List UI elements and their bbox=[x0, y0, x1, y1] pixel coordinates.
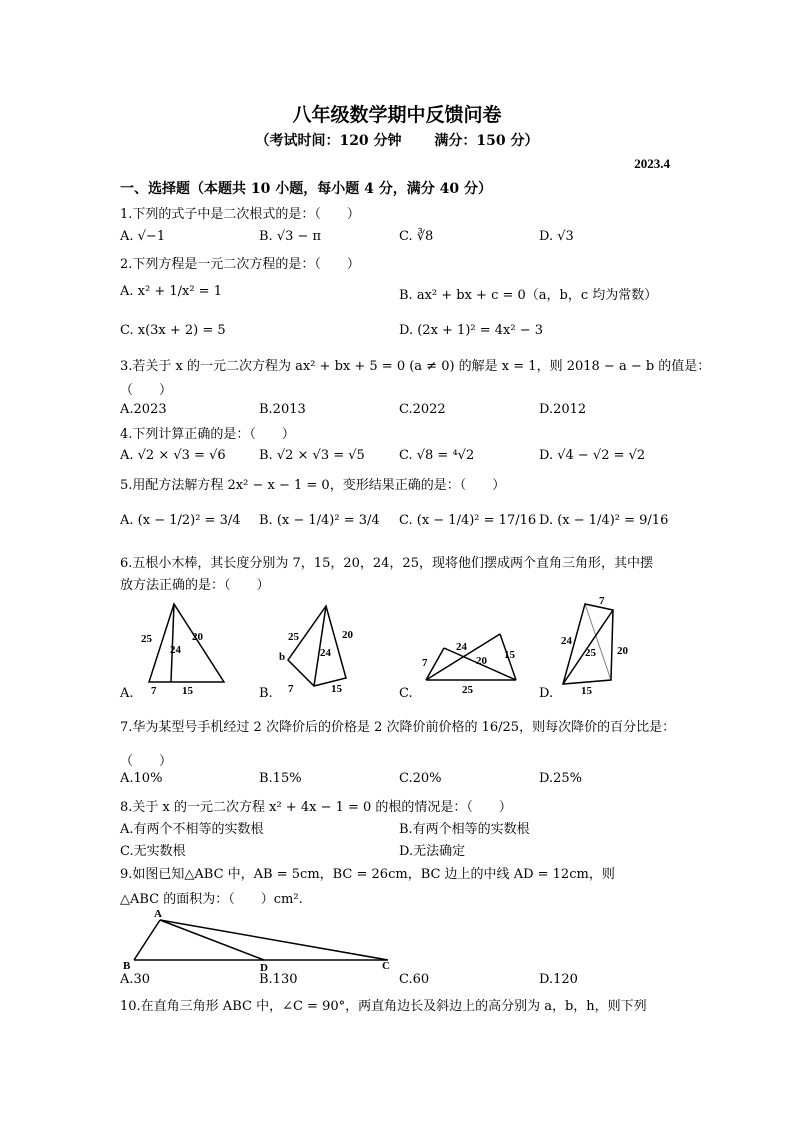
q4-option-b: B. √2 × √3 = √5 bbox=[259, 448, 365, 463]
q6-option-a: A. bbox=[120, 686, 134, 701]
question-3-blank: （ ） bbox=[120, 383, 173, 398]
q6d-label-24: 24 bbox=[561, 635, 572, 647]
q6b-label-7: 7 bbox=[288, 683, 294, 695]
q6-figure-b bbox=[276, 600, 376, 700]
q2-option-b: B. ax² + bx + c = 0（a，b，c 均为常数） bbox=[399, 288, 658, 303]
q6b-label-25: 25 bbox=[288, 631, 299, 643]
q9-option-c: C.60 bbox=[399, 972, 430, 987]
q3-option-b: B.2013 bbox=[259, 402, 306, 417]
question-4: 4.下列计算正确的是：（ ） bbox=[120, 427, 295, 442]
q9-vertex-c: C bbox=[382, 960, 390, 972]
question-2: 2.下列方程是一元二次方程的是：（ ） bbox=[120, 257, 360, 272]
q8-option-d: D.无法确定 bbox=[399, 844, 466, 859]
q6d-label-20: 20 bbox=[617, 645, 628, 657]
question-10: 10.在直角三角形 ABC 中，∠C = 90°，两直角边长及斜边上的高分别为 a，b，h，则下列 bbox=[120, 999, 647, 1014]
q2-option-d: D. (2x + 1)² = 4x² − 3 bbox=[399, 323, 544, 338]
q9-vertex-d: D bbox=[260, 962, 268, 974]
q8-option-c: C.无实数根 bbox=[120, 844, 186, 859]
question-1: 1.下列的式子中是二次根式的是：（ ） bbox=[120, 207, 360, 222]
q6-figure-c bbox=[416, 630, 526, 695]
q5-option-a: A. (x − 1/2)² = 3/4 bbox=[120, 513, 241, 528]
question-7: 7.华为某型号手机经过 2 次降价后的价格是 2 次降价前价格的 16/25，则每次降价的百分比是： bbox=[120, 720, 676, 735]
q6d-label-7: 7 bbox=[599, 595, 605, 607]
q9-figure bbox=[118, 906, 408, 974]
q2-option-a: A. x² + 1/x² = 1 bbox=[120, 284, 222, 299]
q9-option-b: B.130 bbox=[259, 972, 298, 987]
q6a-label-25: 25 bbox=[141, 633, 152, 645]
q6c-label-15: 15 bbox=[504, 649, 515, 661]
q6b-label-15: 15 bbox=[331, 683, 342, 695]
q6b-label-24: 24 bbox=[320, 647, 331, 659]
question-6-cont: 放方法正确的是：（ ） bbox=[120, 578, 270, 593]
q7-option-c: C.20% bbox=[399, 771, 442, 786]
q6d-label-25: 25 bbox=[585, 647, 596, 659]
q9-option-d: D.120 bbox=[539, 972, 578, 987]
q6a-label-24: 24 bbox=[170, 644, 181, 656]
q6a-label-15: 15 bbox=[182, 685, 193, 697]
q7-option-b: B.15% bbox=[259, 771, 302, 786]
q9-option-a: A.30 bbox=[120, 972, 151, 987]
q6c-label-7: 7 bbox=[422, 657, 428, 669]
page-title: 八年级数学期中反馈问卷 bbox=[292, 104, 502, 126]
q5-option-c: C. (x − 1/4)² = 17/16 bbox=[399, 513, 537, 528]
q6-option-b: B. bbox=[259, 686, 273, 701]
q6a-label-7: 7 bbox=[151, 685, 157, 697]
section-heading: 一、选择题（本题共 10 小题，每小题 4 分，满分 40 分） bbox=[120, 181, 492, 197]
q8-option-a: A.有两个不相等的实数根 bbox=[120, 822, 264, 837]
question-3: 3.若关于 x 的一元二次方程为 ax² + bx + 5 = 0 (a ≠ 0) 的解是 x = 1，则 2018 − a − b 的值是： bbox=[120, 359, 711, 374]
q6-option-d: D. bbox=[539, 686, 554, 701]
q6a-label-20: 20 bbox=[192, 631, 203, 643]
q3-option-d: D.2012 bbox=[539, 402, 587, 417]
q6-figure-d bbox=[555, 590, 655, 700]
q7-option-d: D.25% bbox=[539, 771, 582, 786]
question-9: 9.如图已知△ABC 中，AB = 5cm，BC = 26cm，BC 边上的中线 AD = 12cm，则 bbox=[120, 867, 615, 882]
q3-option-c: C.2022 bbox=[399, 402, 446, 417]
q6c-label-20: 20 bbox=[476, 655, 487, 667]
question-5: 5.用配方法解方程 2x² − x − 1 = 0，变形结果正确的是：（ ） bbox=[120, 478, 506, 493]
question-6: 6.五根小木棒，其长度分别为 7，15，20，24，25，现将他们摆成两个直角三角形，其中摆 bbox=[120, 556, 653, 571]
q1-option-a: A. √−1 bbox=[120, 229, 166, 244]
q4-option-a: A. √2 × √3 = √6 bbox=[120, 448, 226, 463]
q4-option-c: C. √8 = ⁴√2 bbox=[399, 448, 475, 463]
q2-option-c: C. x(3x + 2) = 5 bbox=[120, 323, 226, 338]
question-9-cont: △ABC 的面积为：（ ）cm². bbox=[120, 892, 303, 907]
q6b-label-20: 20 bbox=[342, 629, 353, 641]
q6-option-c: C. bbox=[399, 686, 413, 701]
q1-option-b: B. √3 − π bbox=[259, 229, 322, 244]
q5-option-b: B. (x − 1/4)² = 3/4 bbox=[259, 513, 380, 528]
q6c-label-24: 24 bbox=[456, 641, 467, 653]
question-8: 8.关于 x 的一元二次方程 x² + 4x − 1 = 0 的根的情况是：（ ） bbox=[120, 800, 512, 815]
q6b-label-b: b bbox=[279, 651, 286, 663]
q6c-label-25: 25 bbox=[462, 684, 473, 695]
q6-figure-a bbox=[134, 598, 234, 698]
q9-vertex-a: A bbox=[154, 908, 162, 920]
exam-date: 2023.4 bbox=[634, 156, 670, 171]
q6d-label-15: 15 bbox=[581, 685, 592, 697]
q7-option-a: A.10% bbox=[120, 771, 163, 786]
q1-option-d: D. √3 bbox=[539, 229, 574, 244]
question-7-blank: （ ） bbox=[120, 754, 173, 769]
q1-option-c: C. ∛8 bbox=[399, 229, 434, 244]
q9-vertex-b: B bbox=[123, 960, 131, 972]
q5-option-d: D. (x − 1/4)² = 9/16 bbox=[539, 513, 669, 528]
exam-info: （考试时间：120 分钟 满分：150 分） bbox=[255, 133, 539, 149]
q8-option-b: B.有两个相等的实数根 bbox=[399, 822, 530, 837]
q4-option-d: D. √4 − √2 = √2 bbox=[539, 448, 646, 463]
q3-option-a: A.2023 bbox=[120, 402, 167, 417]
